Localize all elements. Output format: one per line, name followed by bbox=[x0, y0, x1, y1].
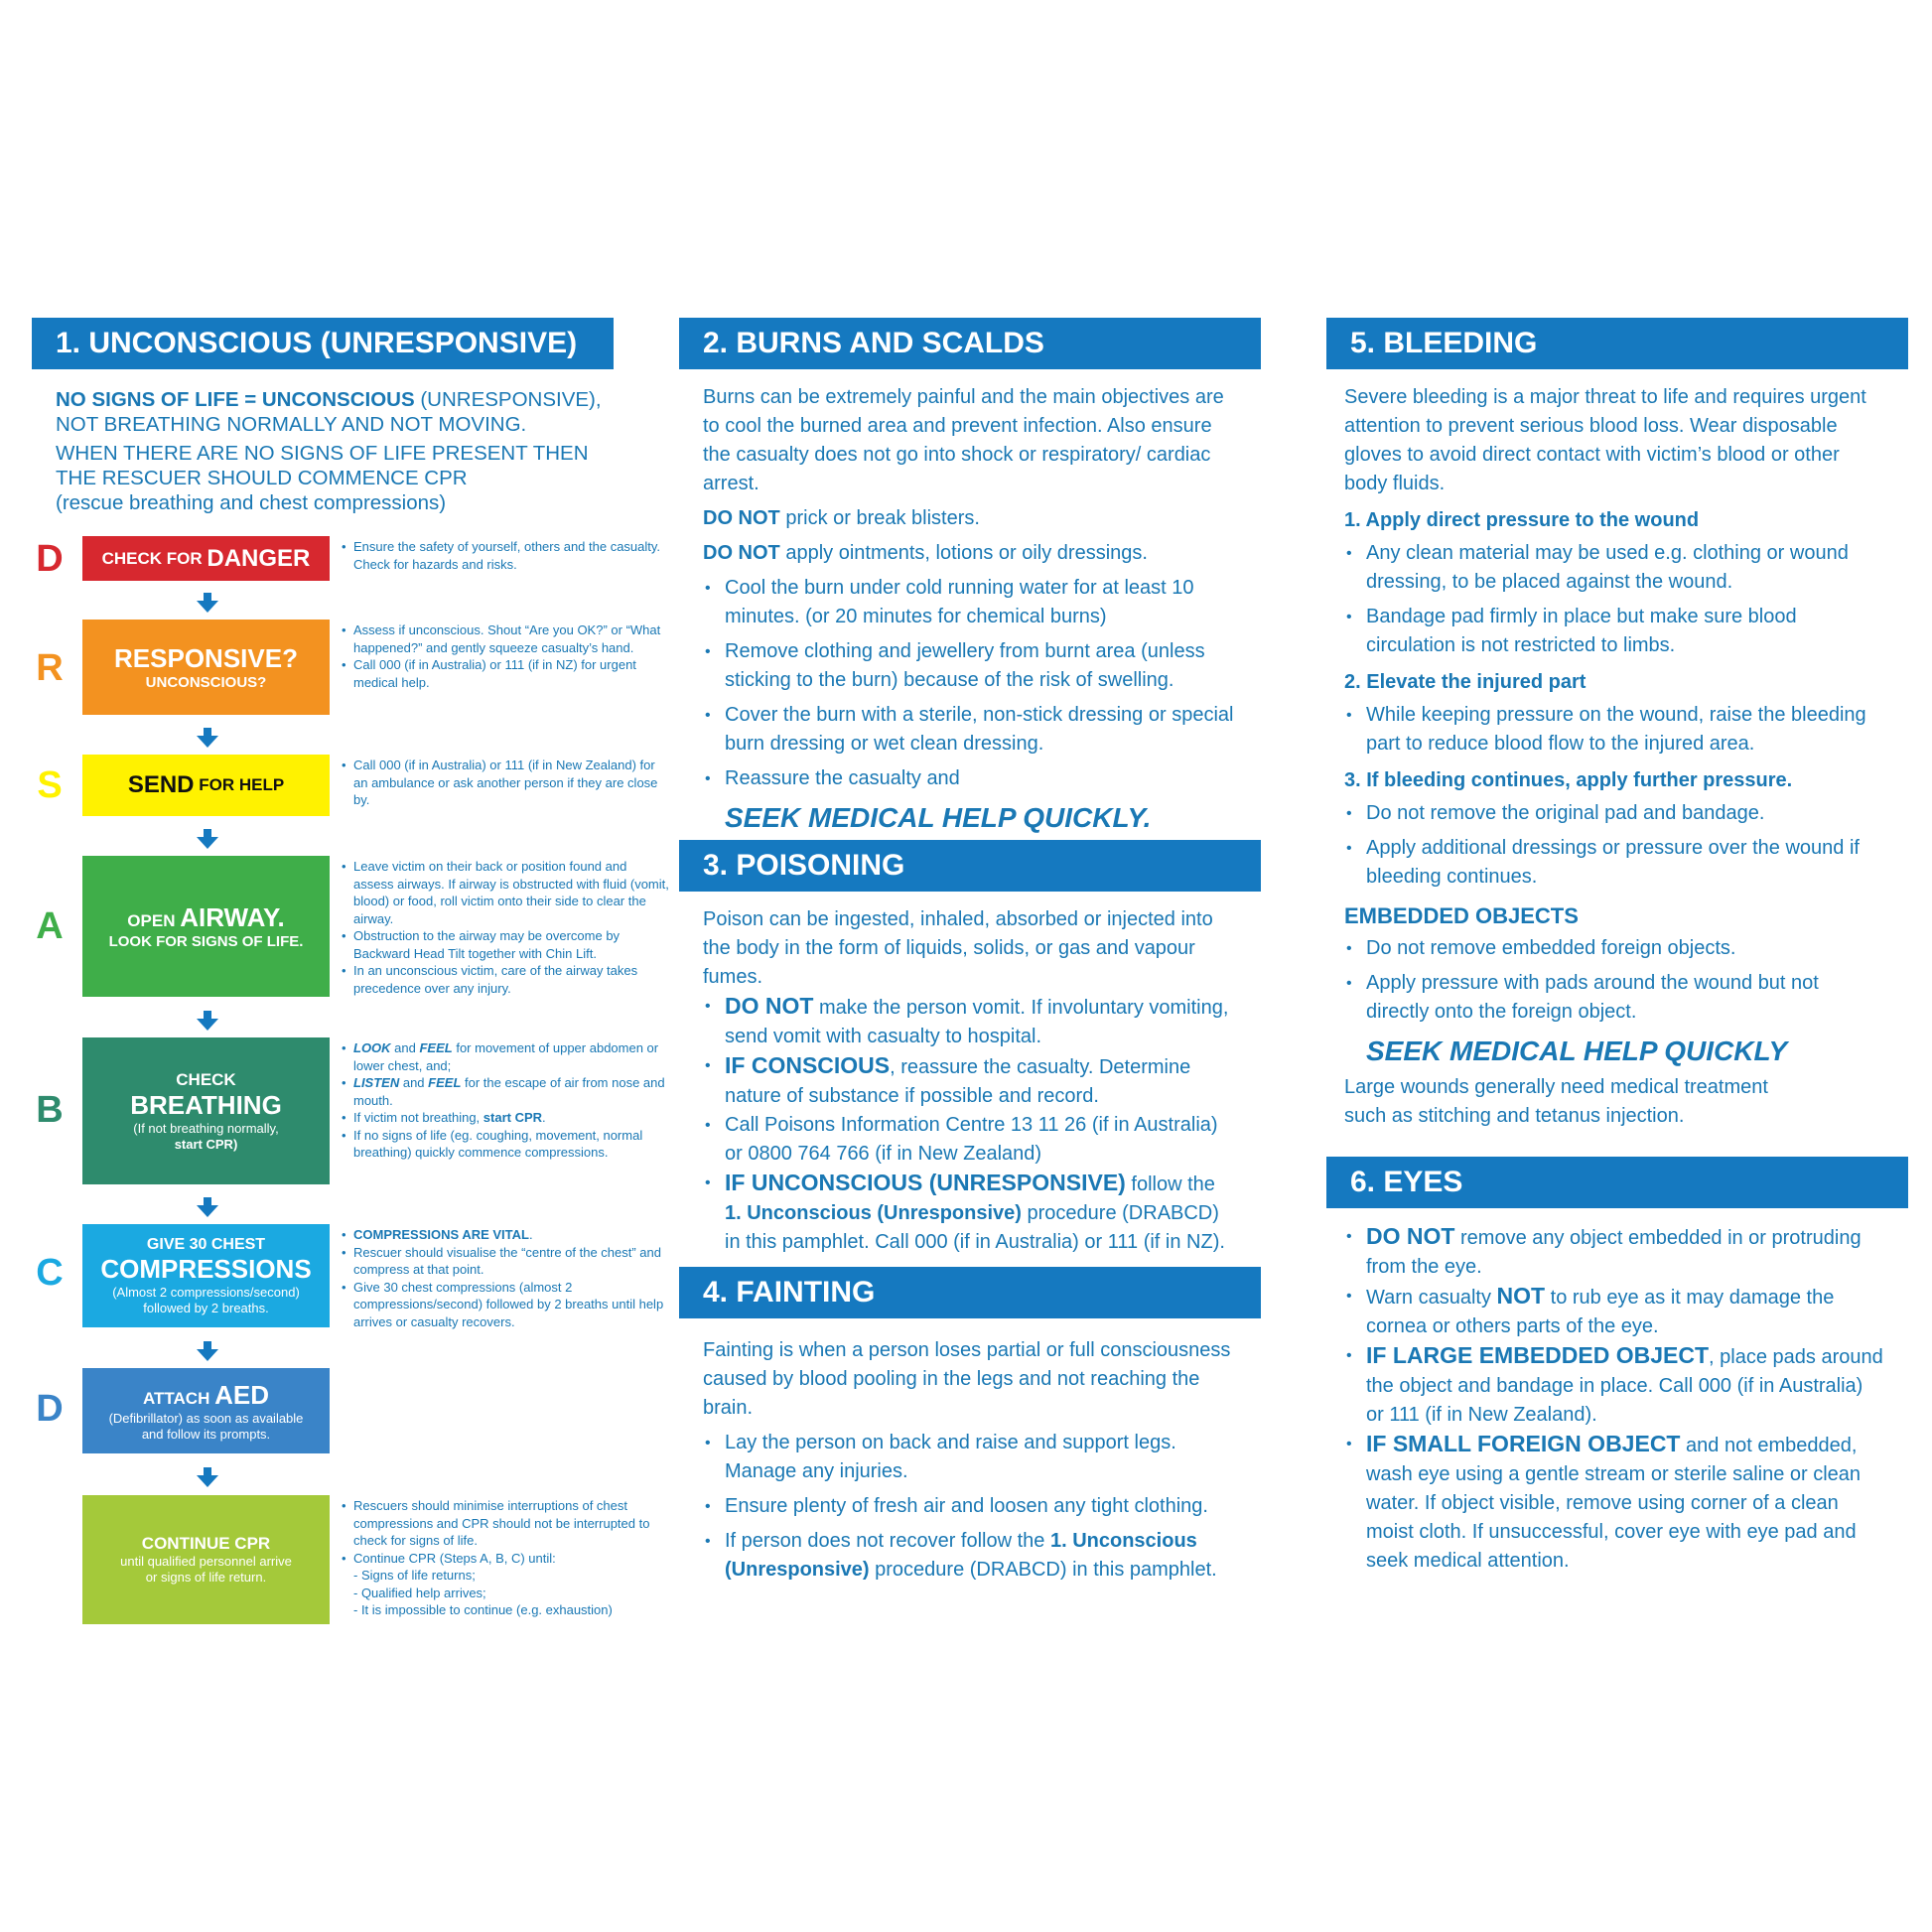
intro-text: (rescue breathing and chest compressions) bbox=[56, 491, 447, 514]
bullet-list: • Do not remove the original pad and bandage. • Apply additional dressings or pressure over the wound if bleeding continues. bbox=[1344, 799, 1884, 892]
down-arrow-icon bbox=[197, 1475, 218, 1487]
step-heading: 3. If bleeding continues, apply further pressure. bbox=[1344, 769, 1793, 791]
step-desc: • Assess if unconscious. Shout “Are you OK?” or “What happened?” and gently squeeze casualty’s hand. • Call 000 (if in Australia) or 111 (if in NZ) for urgent medical help. bbox=[342, 621, 669, 691]
down-arrow-icon bbox=[197, 1019, 218, 1031]
step-letter: A bbox=[36, 905, 64, 947]
section-poisoning bbox=[679, 840, 1261, 1257]
section-title: 3. POISONING bbox=[679, 840, 1261, 892]
intro-text: (UNRESPONSIVE), bbox=[414, 388, 602, 411]
bullet-list: • DO NOT make the person vomit. If involuntary vomiting, send vomit with casualty to hospital. • IF CONSCIOUS, reassure the casualty. Determine nature of substance if possible and record. • Call Poisons Information Centre 13 11 26 (if in Australia) or 0800 764 766 (if in New Zealand) • IF UNCONSCIOUS (UNRESPONSIVE) follow the 1. Unconscious (Unresponsive) procedure (DRABCD) in this pamphlet. Call 000 (if in Australia) or 111 (if in NZ). bbox=[703, 992, 1237, 1257]
step-letter: D bbox=[36, 1388, 64, 1430]
step-desc: • Leave victim on their back or position found and assess airways. If airway is obstructed with fluid (vomit, blood) or food, roll victim onto their side to clear the airway. • Obstruction to the airway may be overcome by Backward Head Tilt together with Chin Lift. • In an unconscious victim, care of the airway takes precedence over any injury. bbox=[342, 858, 669, 997]
column-middle bbox=[679, 318, 1261, 1590]
column-right bbox=[1326, 318, 1908, 1582]
down-arrow-icon bbox=[197, 837, 218, 849]
step-letter: D bbox=[36, 538, 64, 580]
step-desc: • Ensure the safety of yourself, others and the casualty. Check for hazards and risks. bbox=[342, 538, 669, 573]
paragraph: Poison can be ingested, inhaled, absorbed or injected into the body in the form of liquids, solids, or gas and vapour fumes. bbox=[703, 908, 1213, 988]
step-box: CHECK BREATHING (If not breathing normally, start CPR) bbox=[82, 1037, 330, 1184]
bullet-list: • Any clean material may be used e.g. clothing or wound dressing, to be placed against the wound. • Bandage pad firmly in place but make sure blood circulation is not restricted to limbs. bbox=[1344, 539, 1884, 660]
section-burns: 2. BURNS AND SCALDS Burns can be extremely painful and the main objectives are to cool the burned area and prevent infection. Also ensure the casualty does not go into shock or respiratory/ cardiac arrest. DO NOT prick or break blisters. DO NOT apply ointments, lotions or oily dressings. • Cool the burn under cold running water for at least 10 minutes. (or 20 minutes for chemical burns) • Remove clothing and jewellery from burnt area (unless sticking to the burn) because of the risk of swelling. • Cover the burn with a sterile, non-stick dressing or special burn dressing or wet clean dressing. • Reassure the casualty and SEEK MEDICAL HELP QUICKLY. bbox=[679, 318, 1261, 832]
step-box: SEND FOR HELP bbox=[82, 755, 330, 816]
step-heading: 2. Elevate the injured part bbox=[1344, 671, 1587, 693]
bullet-list: • DO NOT remove any object embedded in or protruding from the eye. • Warn casualty NOT to rub eye as it may damage the cornea or others parts of the eye. • IF LARGE EMBEDDED OBJECT, place pads around the object and bandage in place. Call 000 (if in Australia) or 111 (if in New Zealand). • IF SMALL FOREIGN OBJECT and not embedded, wash eye using a gentle stream or sterile saline or clean water. If object visible, remove using corner of a clean moist cloth. If unsuccessful, cover eye with eye pad and seek medical attention. bbox=[1344, 1222, 1884, 1576]
step-box: RESPONSIVE? UNCONSCIOUS? bbox=[82, 620, 330, 715]
bullet-list: • Cool the burn under cold running water for at least 10 minutes. (or 20 minutes for chemical burns) • Remove clothing and jewellery from burnt area (unless sticking to the burn) because of the risk of swelling. • Cover the burn with a sterile, non-stick dressing or special burn dressing or wet clean dressing. • Reassure the casualty and bbox=[703, 574, 1237, 793]
intro-text: WHEN THERE ARE NO SIGNS OF LIFE PRESENT THEN bbox=[56, 442, 589, 465]
step-letter: S bbox=[37, 764, 63, 806]
bullet-list: • Do not remove embedded foreign objects. • Apply pressure with pads around the wound but not directly onto the foreign object. bbox=[1344, 934, 1884, 1027]
step-box: GIVE 30 CHEST COMPRESSIONS (Almost 2 compressions/second) followed by 2 breaths. bbox=[82, 1224, 330, 1327]
step-letter: C bbox=[36, 1252, 64, 1294]
step-heading: 1. Apply direct pressure to the wound bbox=[1344, 509, 1700, 531]
step-letter: B bbox=[36, 1089, 64, 1131]
intro-bold: NO SIGNS OF LIFE = UNCONSCIOUS bbox=[56, 388, 415, 411]
intro bbox=[32, 369, 667, 515]
bullet-list: • Lay the person on back and raise and support legs. Manage any injuries. • Ensure plenty of fresh air and loosen any tight clothing. • If person does not recover follow the 1. Unconscious (Unresponsive) procedure (DRABCD) in this pamphlet. bbox=[703, 1429, 1237, 1585]
down-arrow-icon bbox=[197, 736, 218, 748]
paragraph: Burns can be extremely painful and the main objectives are to cool the burned area and prevent infection. Also ensure the casualty does not go into shock or respiratory/ cardiac arrest. bbox=[703, 386, 1224, 494]
paragraph: Large wounds generally need medical treatment such as stitching and tetanus injection. bbox=[1344, 1076, 1768, 1127]
paragraph: Severe bleeding is a major threat to life and requires urgent attention to prevent serious blood loss. Wear disposable gloves to avoid direct contact with victim’s blood or other body fluids. bbox=[1344, 386, 1866, 494]
down-arrow-icon bbox=[197, 1205, 218, 1217]
intro-text: NOT BREATHING NORMALLY AND NOT MOVING. bbox=[56, 413, 527, 436]
down-arrow-icon bbox=[197, 601, 218, 613]
step-box: CHECK FOR DANGER bbox=[82, 536, 330, 581]
step-desc: • LOOK and FEEL for movement of upper abdomen or lower chest, and; • LISTEN and FEEL for the escape of air from nose and mouth. • If victim not breathing, start CPR. • If no signs of life (eg. coughing, movement, normal breathing) quickly commence compressions. bbox=[342, 1039, 669, 1162]
section-unconscious bbox=[32, 318, 669, 1617]
down-arrow-icon bbox=[197, 1349, 218, 1361]
step-desc: • COMPRESSIONS ARE VITAL. • Rescuer should visualise the “centre of the chest” and compress at that point. • Give 30 chest compressions (almost 2 compressions/second) followed by 2 breaths until help arrives or casualty recovers. bbox=[342, 1226, 669, 1330]
section-title: 5. BLEEDING bbox=[1326, 318, 1908, 369]
section-bleeding bbox=[1326, 318, 1908, 1131]
step-letter: R bbox=[36, 647, 64, 689]
step-box: ATTACH AED (Defibrillator) as soon as available and follow its prompts. bbox=[82, 1368, 330, 1453]
embedded-objects-heading: EMBEDDED OBJECTS bbox=[1344, 903, 1579, 928]
section-eyes bbox=[1326, 1157, 1908, 1576]
section-title: 4. FAINTING bbox=[679, 1267, 1261, 1318]
paragraph: Fainting is when a person loses partial or full consciousness caused by blood pooling in the legs and not reaching the brain. bbox=[703, 1339, 1231, 1419]
section-fainting bbox=[679, 1267, 1261, 1585]
step-box: OPEN AIRWAY. LOOK FOR SIGNS OF LIFE. bbox=[82, 856, 330, 997]
seek-help-callout: SEEK MEDICAL HELP QUICKLY. bbox=[725, 802, 1152, 833]
step-desc: • Rescuers should minimise interruptions of chest compressions and CPR should not be interrupted to check for signs of life. • Continue CPR (Steps A, B, C) until: - Signs of life returns; - Qualified help arrives; - It is impossible to continue (e.g. exhaustion) bbox=[342, 1497, 669, 1619]
intro-text: THE RESCUER SHOULD COMMENCE CPR bbox=[56, 467, 468, 489]
seek-help-callout: SEEK MEDICAL HELP QUICKLY bbox=[1366, 1035, 1788, 1066]
step-box: CONTINUE CPR until qualified personnel arrive or signs of life return. bbox=[82, 1495, 330, 1624]
section-title: 2. BURNS AND SCALDS bbox=[679, 318, 1261, 369]
section-title: 6. EYES bbox=[1326, 1157, 1908, 1208]
step-desc: • Call 000 (if in Australia) or 111 (if in New Zealand) for an ambulance or ask another person if they are close by. bbox=[342, 757, 669, 809]
bullet-list: • While keeping pressure on the wound, raise the bleeding part to reduce blood flow to the injured area. bbox=[1344, 701, 1884, 759]
section-title: 1. UNCONSCIOUS (UNRESPONSIVE) bbox=[32, 318, 614, 369]
